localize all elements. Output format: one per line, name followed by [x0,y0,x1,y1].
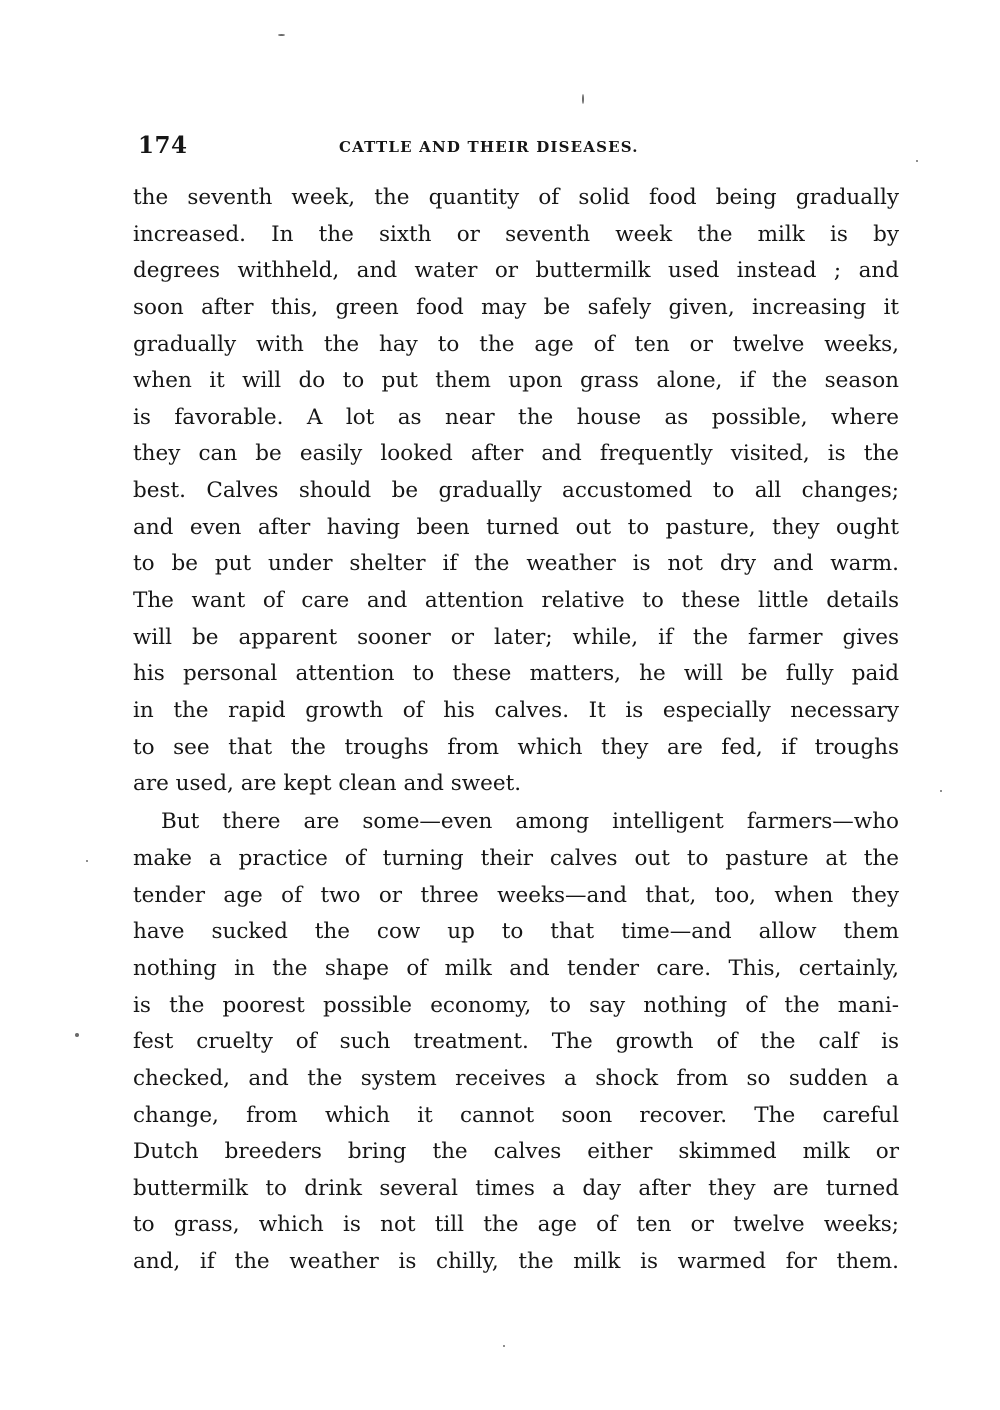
text-line: have sucked the cow up to that time—and allow them [133,919,899,945]
text-line: increased. In the sixth or seventh week the milk is by [133,221,899,247]
text-line: change, from which it cannot soon recover. The careful [133,1102,899,1128]
text-line: the seventh week, the quantity of solid food being gradually [133,185,899,210]
text-line: fest cruelty of such treatment. The growth of the calf is [133,1029,899,1055]
text-line: when it will do to put them upon grass alone, if the season [133,368,899,394]
page-header [134,132,900,162]
text-line: to see that the troughs from which they are fed, if troughs [133,734,899,760]
text-line: his personal attention to these matters, he will be fully paid [133,661,899,687]
body-text [133,180,899,1281]
text-line: to grass, which is not till the age of ten or twelve weeks; [133,1212,899,1238]
text-line: is the poorest possible economy, to say nothing of the mani- [133,992,899,1018]
text-line: to be put under shelter if the weather is not dry and warm. [133,551,899,577]
text-line: But there are some—even among intelligent farmers—who [161,809,899,835]
text-line: is favorable. A lot as near the house as possible, where [133,404,899,430]
text-line: nothing in the shape of milk and tender care. This, certainly, [133,955,899,981]
scan-speck [503,1345,505,1347]
text-line: and, if the weather is chilly, the milk is warmed for them. [133,1249,899,1275]
page-number: 174 [138,132,188,159]
scan-speck [75,1033,79,1037]
paragraph-1 [133,180,899,803]
text-line: best. Calves should be gradually accustomed to all changes; [133,478,899,504]
text-line: and even after having been turned out to pasture, they ought [133,514,899,540]
scan-speck [582,94,584,104]
text-line: in the rapid growth of his calves. It is especially necessary [133,697,899,723]
text-line: make a practice of turning their calves out to pasture at the [133,846,899,872]
scan-speck [278,34,285,36]
running-title: CATTLE AND THEIR DISEASES. [339,138,639,156]
scan-speck [940,790,942,792]
paragraph-2 [133,804,899,1280]
text-line: The want of care and attention relative to these little details [133,588,899,614]
text-line: soon after this, green food may be safely given, increasing it [133,294,899,320]
text-line: degrees withheld, and water or buttermilk used instead ; and [133,258,899,284]
text-line: they can be easily looked after and frequently visited, is the [133,441,899,467]
text-line: buttermilk to drink several times a day after they are turned [133,1175,899,1201]
scan-speck [86,860,88,862]
text-line: tender age of two or three weeks—and that, too, when they [133,882,899,908]
text-line: checked, and the system receives a shock from so sudden a [133,1065,899,1091]
text-line: Dutch breeders bring the calves either skimmed milk or [133,1139,899,1165]
text-line: gradually with the hay to the age of ten or twelve weeks, [133,331,899,357]
text-line: will be apparent sooner or later; while, if the farmer gives [133,624,899,650]
scan-speck [916,160,918,162]
text-line: are used, are kept clean and sweet. [133,771,522,797]
